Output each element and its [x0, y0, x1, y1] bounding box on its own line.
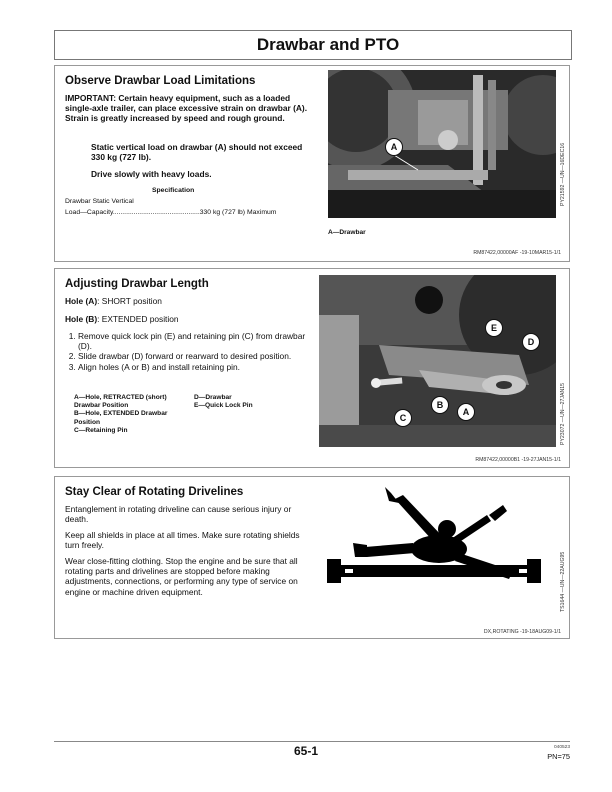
- footer-divider: [54, 741, 570, 742]
- spec-label-line2: Load—Capacity..............................................: [65, 209, 200, 216]
- list-item: 3. Align holes (A or B) and install retaining pin.: [78, 362, 307, 372]
- pn-number: PN=75: [547, 752, 570, 761]
- legend-item: E—Quick Lock Pin: [194, 402, 253, 410]
- page-number: 65-1: [293, 744, 319, 758]
- section-heading: Stay Clear of Rotating Drivelines: [65, 486, 244, 498]
- reference-code: RM87422,00000AF -19-10MAR15-1/1: [473, 250, 561, 256]
- hole-b-text: : EXTENDED position: [97, 314, 179, 324]
- drawbar-length-illustration: [319, 275, 556, 447]
- legend-left: [74, 394, 194, 435]
- figure-caption: A—Drawbar: [328, 229, 366, 236]
- drawbar-illustration: [328, 70, 556, 218]
- hole-a-line: [65, 296, 162, 306]
- warning-text-3: Wear close-fitting clothing. Stop the engine and be sure that all rotating parts and drivelines are stopped before making adjustments, connections, or performing any type of service on engine or machine driven equipment.: [65, 556, 298, 597]
- section-heading: Adjusting Drawbar Length: [65, 278, 209, 290]
- section-drawbar-load: [54, 65, 570, 262]
- legend-item: B—Hole, EXTENDED Drawbar Position: [74, 410, 168, 426]
- callout-d: D: [522, 333, 540, 351]
- list-item: 2. Slide drawbar (D) forward or rearward to desired position.: [78, 351, 307, 361]
- section-drawbar-length: [54, 268, 570, 468]
- photo-code: TS1644 —UN—22AUG95: [560, 551, 566, 612]
- steps-list: [65, 331, 307, 372]
- drive-slowly-text: Drive slowly with heavy loads.: [91, 169, 212, 179]
- static-load-text: Static vertical load on drawbar (A) should not exceed 330 kg (727 lb).: [91, 142, 303, 163]
- callout-a: A: [385, 138, 403, 156]
- warning-text-2: Keep all shields in place at all times. Make sure rotating shields turn freely.: [65, 530, 300, 551]
- photo-code: PY23072 —UN—27JAN15: [560, 383, 566, 445]
- rotating-driveline-pictogram: [327, 487, 555, 607]
- spec-title: Specification: [152, 187, 195, 194]
- hole-b-label: Hole (B): [65, 314, 98, 324]
- hole-b-line: [65, 314, 179, 324]
- spec-label-line1: Drawbar Static Vertical: [65, 198, 134, 205]
- hole-a-text: : SHORT position: [97, 296, 162, 306]
- reference-code: RM87422,00000B1 -19-27JAN15-1/1: [475, 457, 561, 463]
- entanglement-warning-icon: [327, 487, 555, 607]
- warning-text-1: Entanglement in rotating driveline can cause serious injury or death.: [65, 504, 292, 525]
- callout-c: C: [394, 409, 412, 427]
- footer-code: 040523: [553, 745, 570, 750]
- section-rotating-drivelines: [54, 476, 570, 639]
- legend-item: C—Retaining Pin: [74, 426, 128, 434]
- legend-item: D—Drawbar: [194, 394, 232, 401]
- legend-right: [194, 394, 284, 410]
- list-item: 1. Remove quick lock pin (E) and retaining pin (C) from drawbar (D).: [78, 331, 307, 351]
- callout-a: A: [457, 403, 475, 421]
- section-heading: Observe Drawbar Load Limitations: [65, 75, 256, 87]
- spec-row: [65, 208, 276, 218]
- photo-code: PY21592 —UN—16DEC16: [560, 142, 566, 206]
- drawbar-length-photo: [319, 275, 556, 447]
- page-title-box: [54, 30, 572, 60]
- spec-value: 330 kg (727 lb) Maximum: [199, 209, 277, 216]
- reference-code: DX,ROTATING -19-18AUG09-1/1: [483, 629, 561, 635]
- callout-b: B: [431, 396, 449, 414]
- hole-a-label: Hole (A): [65, 296, 98, 306]
- important-label: IMPORTANT:: [65, 93, 117, 103]
- drawbar-photo: [328, 70, 556, 218]
- important-block: [65, 93, 315, 124]
- legend-item: A—Hole, RETRACTED (short) Drawbar Position: [74, 394, 167, 410]
- page-title: Drawbar and PTO: [256, 35, 400, 54]
- important-text: Certain heavy equipment, such as a loaded single-axle trailer, can place excessive strain on drawbar (A). Strain is greatly increased by speed and rough ground.: [65, 93, 308, 124]
- callout-e: E: [485, 319, 503, 337]
